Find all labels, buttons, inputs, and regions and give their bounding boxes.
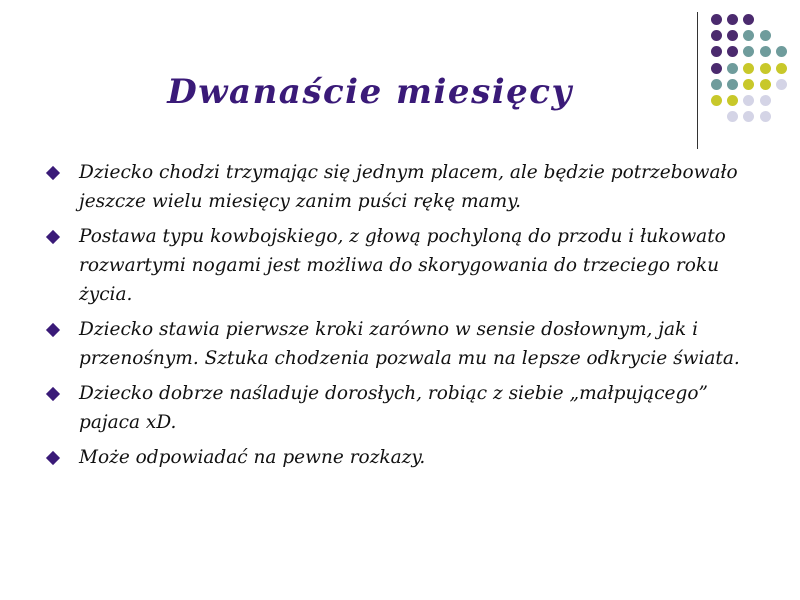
decorative-dot	[711, 95, 722, 106]
bullet-text: Dziecko chodzi trzymając się jednym placem, ale będzie potrzebowało jeszcze wielu miesięcy zanim puści rękę mamy.	[79, 162, 738, 212]
decorative-dot	[727, 14, 738, 25]
decorative-dot	[760, 111, 771, 122]
decorative-dot	[743, 95, 754, 106]
slide-title: Dwanaście miesięcy	[167, 72, 573, 112]
bullet-item	[48, 315, 768, 373]
diamond-bullet-icon	[46, 387, 60, 401]
decorative-dot	[760, 63, 771, 74]
decorative-dot	[727, 30, 738, 41]
diamond-bullet-icon	[46, 323, 60, 337]
diamond-bullet-icon	[46, 166, 60, 180]
decorative-dot	[743, 14, 754, 25]
decorative-dot	[727, 46, 738, 57]
bullet-text: Może odpowiadać na pewne rozkazy.	[79, 447, 426, 468]
decorative-dot	[743, 79, 754, 90]
decorative-dot	[727, 63, 738, 74]
decorative-dot	[760, 30, 771, 41]
bullet-list	[48, 158, 768, 478]
decorative-dot	[776, 46, 787, 57]
decorative-dot	[743, 63, 754, 74]
decorative-dot	[743, 111, 754, 122]
decorative-dot-grid	[711, 14, 781, 129]
bullet-item	[48, 158, 768, 216]
decorative-dot	[727, 95, 738, 106]
diamond-bullet-icon	[46, 451, 60, 465]
decorative-dot	[727, 79, 738, 90]
bullet-text: Postawa typu kowbojskiego, z głową pochyloną do przodu i łukowato rozwartymi nogami jest możliwa do skorygowania do trzeciego roku życia.	[79, 226, 726, 305]
bullet-item	[48, 222, 768, 309]
bullet-item	[48, 379, 768, 437]
decorative-dot	[776, 63, 787, 74]
decorative-dot	[760, 46, 771, 57]
vertical-divider-line	[697, 12, 698, 149]
decorative-dot	[760, 95, 771, 106]
decorative-dot	[711, 79, 722, 90]
bullet-text: Dziecko stawia pierwsze kroki zarówno w sensie dosłownym, jak i przenośnym. Sztuka chodzenia pozwala mu na lepsze odkrycie świata.	[79, 319, 740, 369]
decorative-dot	[743, 46, 754, 57]
decorative-dot	[743, 30, 754, 41]
decorative-dot	[711, 63, 722, 74]
decorative-dot	[711, 30, 722, 41]
decorative-dot	[760, 79, 771, 90]
decorative-dot	[776, 79, 787, 90]
bullet-text: Dziecko dobrze naśladuje dorosłych, robiąc z siebie „małpującego” pajaca xD.	[79, 383, 708, 433]
decorative-dot	[711, 46, 722, 57]
decorative-dot	[727, 111, 738, 122]
decorative-dot	[711, 14, 722, 25]
bullet-item	[48, 443, 768, 472]
diamond-bullet-icon	[46, 230, 60, 244]
